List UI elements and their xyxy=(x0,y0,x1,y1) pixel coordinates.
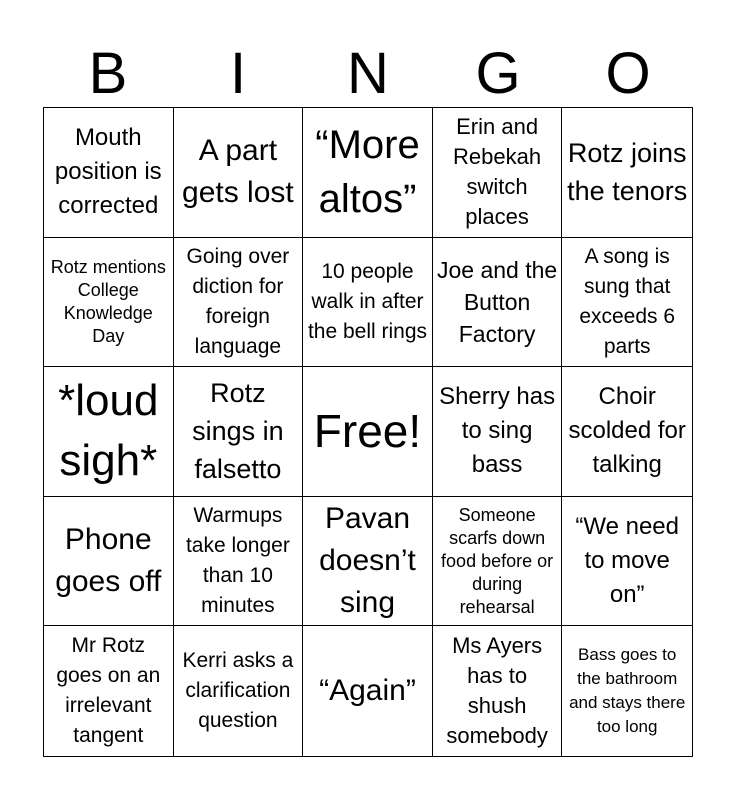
bingo-cell[interactable] xyxy=(433,497,563,627)
cell-text: Warmups take longer than 10 minutes xyxy=(185,504,290,618)
bingo-cell[interactable] xyxy=(303,497,433,627)
cell-text: Sherry has to sing bass xyxy=(439,383,556,479)
cell-text: Joe and the Button Factory xyxy=(436,256,558,347)
bingo-cell[interactable] xyxy=(433,367,563,497)
bingo-cell[interactable] xyxy=(44,238,174,368)
bingo-cell[interactable] xyxy=(44,626,174,756)
cell-text: Mr Rotz goes on an irrelevant tangent xyxy=(56,634,161,748)
cell-text: Free! xyxy=(313,405,422,458)
cell-text: Rotz sings in falsetto xyxy=(192,378,284,485)
cell-text: 10 people walk in after the bell rings xyxy=(307,259,428,343)
cell-text: Ms Ayers has to shush somebody xyxy=(446,633,548,749)
bingo-cell[interactable] xyxy=(433,626,563,756)
bingo-cell[interactable] xyxy=(562,367,692,497)
cell-text: Rotz mentions College Knowledge Day xyxy=(50,256,166,346)
cell-text: “We need to move on” xyxy=(575,513,679,609)
header-letter-g: G xyxy=(475,41,521,106)
bingo-cell[interactable] xyxy=(562,626,692,756)
bingo-cell[interactable] xyxy=(433,108,563,238)
cell-text: “Again” xyxy=(319,674,416,708)
header-letter-n: N xyxy=(347,41,389,106)
bingo-cell[interactable] xyxy=(44,367,174,497)
header-letter-i: I xyxy=(229,41,247,106)
cell-text: Pavan doesn’t sing xyxy=(319,502,416,620)
cell-text: Phone goes off xyxy=(55,523,162,599)
bingo-cell[interactable] xyxy=(562,238,692,368)
bingo-cell[interactable] xyxy=(44,497,174,627)
bingo-cell[interactable] xyxy=(174,367,304,497)
bingo-cell[interactable] xyxy=(562,108,692,238)
bingo-cell[interactable] xyxy=(562,497,692,627)
header-letter-o: O xyxy=(605,41,651,106)
cell-text: “More altos” xyxy=(315,123,420,222)
bingo-header xyxy=(43,40,693,108)
cell-text: Going over diction for foreign language xyxy=(186,244,290,358)
bingo-cell[interactable] xyxy=(174,238,304,368)
cell-text: Someone scarfs down food before or during rehearsal xyxy=(441,504,554,617)
bingo-cell[interactable] xyxy=(174,626,304,756)
cell-text: Erin and Rebekah switch places xyxy=(453,114,542,230)
bingo-cell[interactable] xyxy=(174,497,304,627)
bingo-cell[interactable] xyxy=(303,626,433,756)
cell-text: Choir scolded for talking xyxy=(568,383,686,479)
cell-text: Mouth position is corrected xyxy=(54,124,162,220)
header-letter-b: B xyxy=(88,41,128,106)
cell-text: Kerri asks a clarification question xyxy=(182,649,294,733)
cell-text: A song is sung that exceeds 6 parts xyxy=(579,244,676,358)
bingo-cell[interactable] xyxy=(174,108,304,238)
cell-text: Bass goes to the bathroom and stays there too long xyxy=(569,645,686,737)
free-space[interactable] xyxy=(303,367,433,497)
cell-text: Rotz joins the tenors xyxy=(567,138,688,207)
bingo-board xyxy=(43,107,693,757)
bingo-cell[interactable] xyxy=(433,238,563,368)
bingo-cell[interactable] xyxy=(303,108,433,238)
cell-text: *loud sigh* xyxy=(58,376,159,486)
bingo-cell[interactable] xyxy=(303,238,433,368)
bingo-cell[interactable] xyxy=(44,108,174,238)
cell-text: A part gets lost xyxy=(182,134,294,210)
